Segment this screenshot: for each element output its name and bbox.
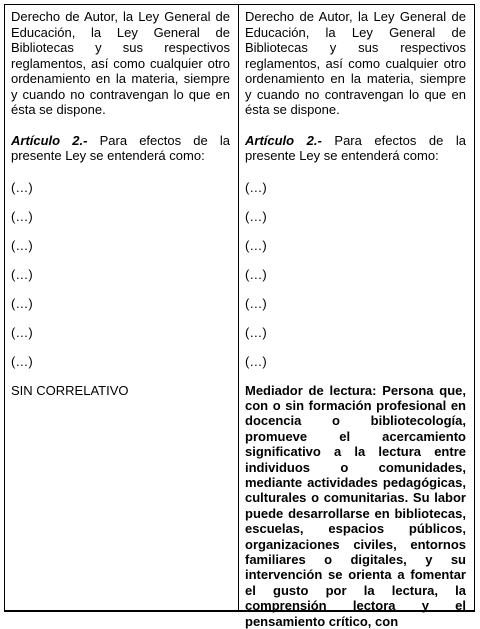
right-omitted-item: (…)	[245, 267, 466, 283]
right-intro-paragraph: Derecho de Autor, la Ley General de Educación, la Ley General de Bibliotecas y sus respectivos reglamentos, así como cualquier otro ordenamiento en la materia, siempre y cuando no contravengan lo que en ésta se dispone.	[245, 9, 466, 118]
left-omitted-item: (…)	[11, 325, 230, 341]
right-omitted-list	[245, 180, 466, 370]
right-article-text: Para efectos de la presente Ley se entenderá como:	[245, 133, 466, 164]
left-omitted-item: (…)	[11, 209, 230, 225]
left-omitted-item: (…)	[11, 296, 230, 312]
comparison-table	[4, 4, 475, 612]
left-omitted-list	[11, 180, 230, 370]
right-article-heading	[245, 133, 466, 164]
left-article-heading	[11, 133, 230, 164]
right-omitted-item: (…)	[245, 296, 466, 312]
left-omitted-item: (…)	[11, 354, 230, 370]
current-text-column	[5, 5, 239, 610]
left-omitted-item: (…)	[11, 180, 230, 196]
left-omitted-item: (…)	[11, 238, 230, 254]
no-correlativo-label: SIN CORRELATIVO	[11, 383, 230, 399]
right-omitted-item: (…)	[245, 325, 466, 341]
left-omitted-item: (…)	[11, 267, 230, 283]
left-intro-paragraph: Derecho de Autor, la Ley General de Educación, la Ley General de Bibliotecas y sus respectivos reglamentos, así como cualquier otro ordenamiento en la materia, siempre y cuando no contravengan lo que en ésta se dispone.	[11, 9, 230, 118]
right-omitted-item: (…)	[245, 209, 466, 225]
left-article-text: Para efectos de la presente Ley se entenderá como:	[11, 133, 230, 164]
right-omitted-item: (…)	[245, 354, 466, 370]
right-omitted-item: (…)	[245, 238, 466, 254]
right-omitted-item: (…)	[245, 180, 466, 196]
left-article-label: Artículo 2.-	[11, 133, 87, 148]
mediador-definition: Mediador de lectura: Persona que, con o sin formación profesional en docencia o bibliotecología, promueve el acercamiento significativo a la lectura entre individuos o comunidades, mediante actividades pedagógicas, culturales o comunitarias. Su labor puede desarrollarse en bibliotecas, escuelas, espacios públicos, organizaciones civiles, entornos familiares o digitales, y su intervención se orienta a fomentar el gusto por la lectura, la comprensión lectora y el pensamiento crítico, con	[245, 383, 466, 629]
proposed-text-column	[239, 5, 474, 610]
right-article-label: Artículo 2.-	[245, 133, 322, 148]
